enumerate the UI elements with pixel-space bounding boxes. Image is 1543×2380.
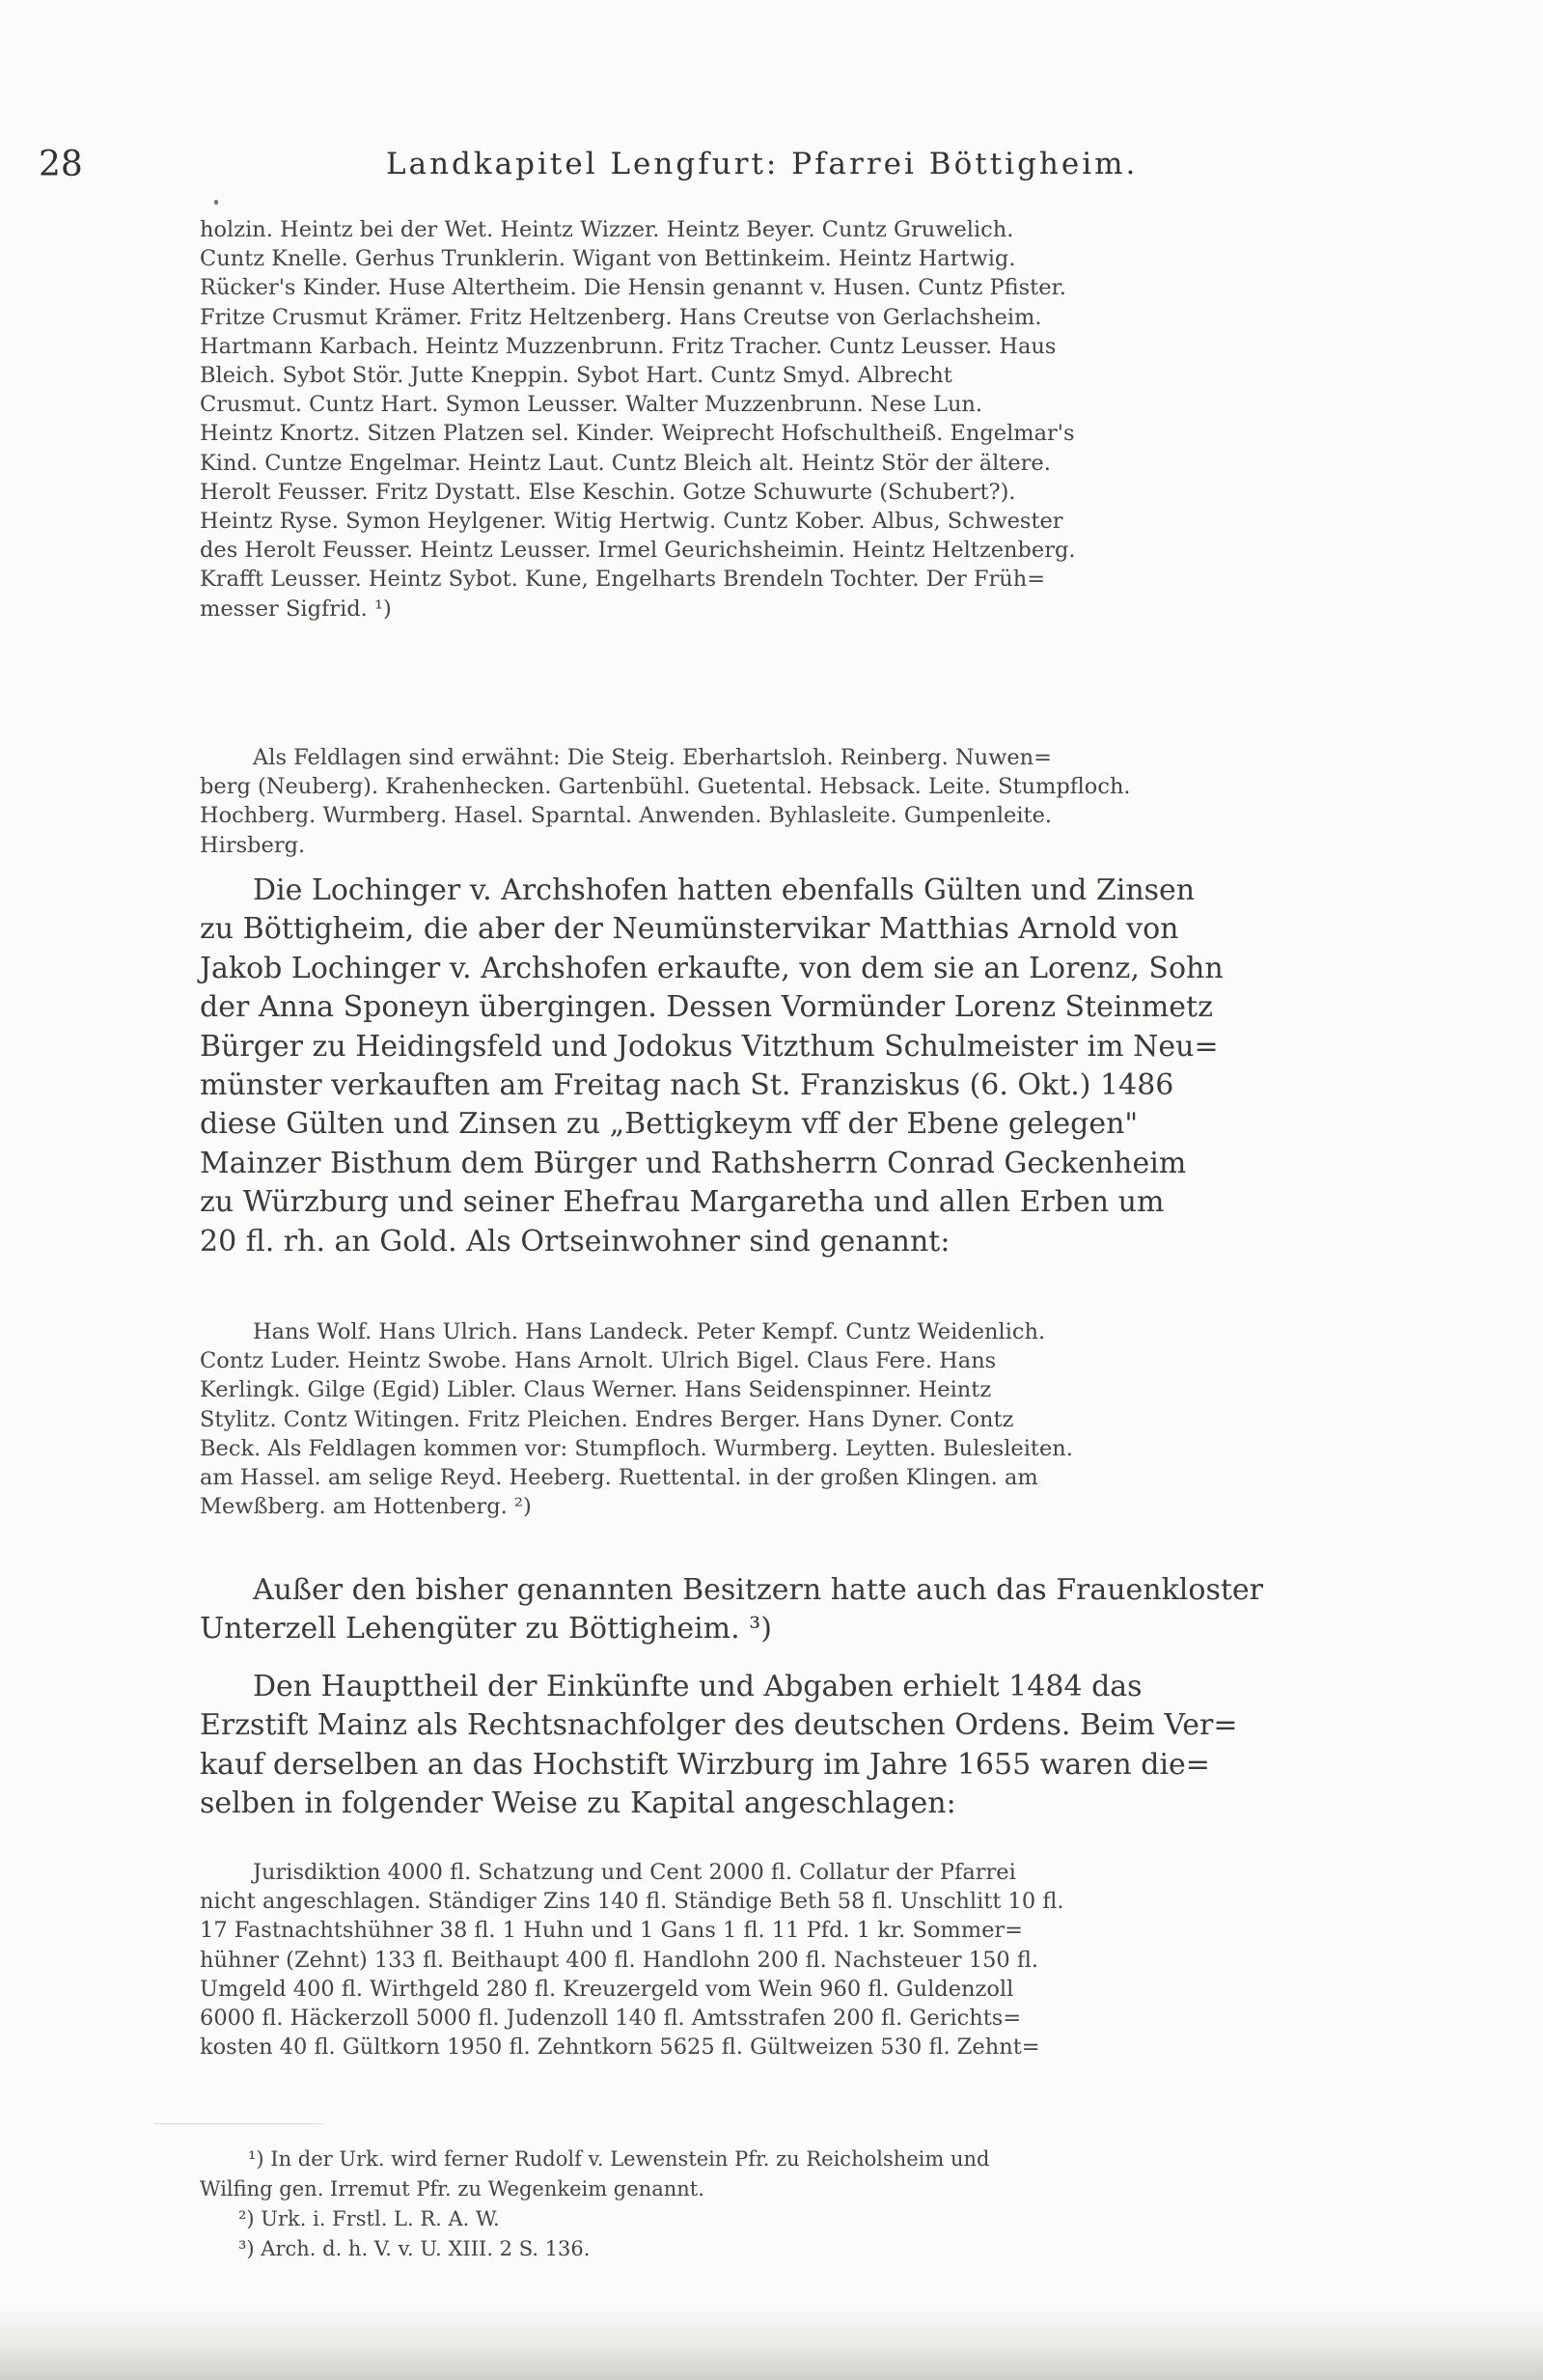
text-line: hühner (Zehnt) 133 fl. Beithaupt 400 fl. Handlohn 200 fl. Nachsteuer 150 fl. <box>200 1947 1039 1973</box>
text-line: Heintz Ryse. Symon Heylgener. Witig Hertwig. Cuntz Kober. Albus, Schwester <box>200 509 1063 535</box>
main-paragraph-1 <box>200 872 1319 1261</box>
text-line: Mainzer Bisthum dem Bürger und Rathsherrn Conrad Geckenheim <box>200 1146 1187 1180</box>
text-line: Bleich. Sybot Stör. Jutte Kneppin. Sybot Hart. Cuntz Smyd. Albrecht <box>200 363 952 389</box>
text-line: Außer den bisher genannten Besitzern hatte auch das Frauenkloster <box>253 1573 1264 1607</box>
text-line: Stylitz. Contz Witingen. Fritz Pleichen. Endres Berger. Hans Dyner. Contz <box>200 1406 1014 1432</box>
text-line: Kerlingk. Gilge (Egid) Libler. Claus Werner. Hans Seidenspinner. Heintz <box>200 1377 992 1403</box>
text-line: münster verkauften am Freitag nach St. Franziskus (6. Okt.) 1486 <box>200 1068 1174 1103</box>
scan-edge-noise <box>0 2302 1543 2380</box>
text-line: Crusmut. Cuntz Hart. Symon Leusser. Walter Muzzenbrunn. Nese Lun. <box>200 392 983 418</box>
text-line: der Anna Sponeyn übergingen. Dessen Vormünder Lorenz Steinmetz <box>200 990 1213 1025</box>
text-line: zu Würzburg und seiner Ehefrau Margaretha und allen Erben um <box>200 1185 1165 1220</box>
main-paragraph-3 <box>200 1668 1319 1824</box>
page-number: 28 <box>39 145 83 184</box>
text-line: Heintz Knortz. Sitzen Platzen sel. Kinder. Weiprecht Hofschultheiß. Engelmar's <box>200 421 1075 447</box>
text-line: Krafft Leusser. Heintz Sybot. Kune, Engelharts Brendeln Tochter. Der Früh= <box>200 567 1046 593</box>
text-line: nicht angeschlagen. Ständiger Zins 140 fl. Ständige Beth 58 fl. Unschlitt 10 fl. <box>200 1889 1064 1915</box>
main-paragraph-2 <box>200 1571 1319 1649</box>
fieldnames-paragraph-1 <box>200 743 1319 860</box>
text-line: Hochberg. Wurmberg. Hasel. Sparntal. Anwenden. Byhlasleite. Gumpenleite. <box>200 803 1053 829</box>
text-line: holzin. Heintz bei der Wet. Heintz Wizzer. Heintz Beyer. Cuntz Gruwelich. <box>200 217 1014 242</box>
text-line: 20 fl. rh. an Gold. Als Ortseinwohner sind genannt: <box>200 1224 951 1259</box>
text-line: zu Böttigheim, die aber der Neumünstervikar Matthias Arnold von <box>200 912 1179 947</box>
names-paragraph-1 <box>200 215 1319 623</box>
text-line: Jurisdiktion 4000 fl. Schatzung und Cent 2000 fl. Collatur der Pfarrei <box>253 1860 1016 1885</box>
text-line: Mewßberg. am Hottenberg. ²) <box>200 1494 532 1520</box>
text-line: Rücker's Kinder. Huse Altertheim. Die Hensin genannt v. Husen. Cuntz Pfister. <box>200 275 1066 301</box>
text-line: Den Haupttheil der Einkünfte und Abgaben erhielt 1484 das <box>253 1670 1143 1703</box>
text-line: Hartmann Karbach. Heintz Muzzenbrunn. Fritz Tracher. Cuntz Leusser. Haus <box>200 333 1057 359</box>
text-line: selben in folgender Weise zu Kapital angeschlagen: <box>200 1786 956 1821</box>
names-paragraph-2 <box>200 1317 1319 1521</box>
text-line: Erzstift Mainz als Rechtsnachfolger des deutschen Ordens. Beim Ver= <box>200 1708 1238 1743</box>
footnote-1-line: Wilfing gen. Irremut Pfr. zu Wegenkeim genannt. <box>200 2177 704 2200</box>
text-line: 6000 fl. Häckerzoll 5000 fl. Judenzoll 140 fl. Amtsstrafen 200 fl. Gerichts= <box>200 2006 1022 2032</box>
text-line: Kind. Cuntze Engelmar. Heintz Laut. Cuntz Bleich alt. Heintz Stör der ältere. <box>200 450 1051 476</box>
footnotes <box>200 2145 1319 2264</box>
footnote-1-line: ¹) In der Urk. wird ferner Rudolf v. Lewenstein Pfr. zu Reicholsheim und <box>248 2147 990 2171</box>
footnote-separator <box>154 2123 323 2124</box>
text-line: kosten 40 fl. Gültkorn 1950 fl. Zehntkorn 5625 fl. Gültweizen 530 fl. Zehnt= <box>200 2034 1040 2061</box>
text-line: Herolt Feusser. Fritz Dystatt. Else Keschin. Gotze Schuwurte (Schubert?). <box>200 479 1016 505</box>
text-line: Unterzell Lehengüter zu Böttigheim. ³) <box>200 1612 772 1647</box>
text-line: berg (Neuberg). Krahenhecken. Gartenbühl. Guetental. Hebsack. Leite. Stumpfloch. <box>200 774 1131 800</box>
text-line: Cuntz Knelle. Gerhus Trunklerin. Wigant von Bettinkeim. Heintz Hartwig. <box>200 246 1016 272</box>
text-line: Hans Wolf. Hans Ulrich. Hans Landeck. Peter Kempf. Cuntz Weidenlich. <box>253 1319 1046 1344</box>
text-line: des Herolt Feusser. Heintz Leusser. Irmel Geurichsheimin. Heintz Heltzenberg. <box>200 538 1076 564</box>
text-line: Als Feldlagen sind erwähnt: Die Steig. Eberhartsloh. Reinberg. Nuwen= <box>253 745 1052 770</box>
text-line: am Hassel. am selige Reyd. Heeberg. Ruettental. in der großen Klingen. am <box>200 1465 1038 1491</box>
text-line: Bürger zu Heidingsfeld und Jodokus Vitzthum Schulmeister im Neu= <box>200 1029 1219 1064</box>
footnote-2: ²) Urk. i. Frstl. L. R. A. W. <box>238 2207 500 2230</box>
footnote-3: ³) Arch. d. h. V. v. U. XIII. 2 S. 136. <box>238 2237 591 2260</box>
text-line: Jakob Lochinger v. Archshofen erkaufte, von dem sie an Lorenz, Sohn <box>200 951 1224 985</box>
text-line: Umgeld 400 fl. Wirthgeld 280 fl. Kreuzergeld vom Wein 960 fl. Guldenzoll <box>200 1976 1014 2002</box>
text-line: 17 Fastnachtshühner 38 fl. 1 Huhn und 1 Gans 1 fl. 11 Pfd. 1 kr. Sommer= <box>200 1918 1024 1944</box>
text-line: Beck. Als Feldlagen kommen vor: Stumpfloch. Wurmberg. Leytten. Bulesleiten. <box>200 1435 1073 1461</box>
print-speck <box>214 200 218 205</box>
text-line: Die Lochinger v. Archshofen hatten ebenfalls Gülten und Zinsen <box>253 873 1196 907</box>
text-line: Contz Luder. Heintz Swobe. Hans Arnolt. Ulrich Bigel. Claus Fere. Hans <box>200 1348 997 1374</box>
text-line: diese Gülten und Zinsen zu „Bettigkeym vff der Ebene gelegen" <box>200 1107 1139 1142</box>
revenue-paragraph <box>200 1858 1319 2062</box>
text-line: messer Sigfrid. ¹) <box>200 595 392 622</box>
page-header <box>39 145 1341 184</box>
text-line: Hirsberg. <box>200 832 306 858</box>
text-line: Fritze Crusmut Krämer. Fritz Heltzenberg. Hans Creutse von Gerlachsheim. <box>200 304 1042 330</box>
running-title: Landkapitel Lengfurt: Pfarrei Böttigheim. <box>386 147 1139 181</box>
text-line: kauf derselben an das Hochstift Wirzburg im Jahre 1655 waren die= <box>200 1747 1210 1782</box>
